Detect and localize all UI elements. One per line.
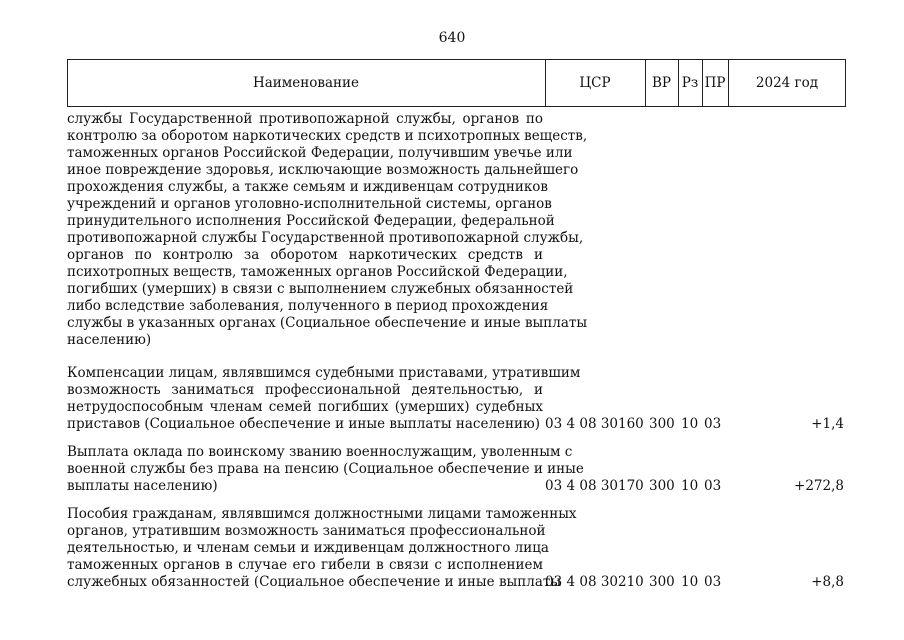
row-name-line: Выплата оклада по воинскому званию военнослужащим, уволенным с xyxy=(67,444,573,460)
row-name-line: деятельностью, и членам семьи и иждивенцам должностного лица xyxy=(67,540,549,556)
row-name-line: приставов (Социальное обеспечение и иные выплаты населению) xyxy=(67,416,541,432)
row-name-line: Компенсации лицам, являвшимся судебными приставами, утратившим xyxy=(67,365,581,381)
row-csr: 03 4 08 30160 xyxy=(545,416,644,432)
row-name-line: возможность заниматься профессиональной деятельностью, и xyxy=(67,382,543,398)
row-vr: 300 xyxy=(649,478,675,494)
row-name-line: Пособия гражданам, являвшимся должностными лицами таможенных xyxy=(67,506,577,522)
row-name-line: нетрудоспособным членам семей погибших (умерших) судебных xyxy=(67,399,543,415)
row-name-line: таможенных органов в случае его гибели в связи с исполнением xyxy=(67,557,543,573)
row-name-line: психотропных веществ, таможенных органов Российской Федерации, xyxy=(67,264,568,280)
row-name-line: противопожарной службы Государственной противопожарной службы, xyxy=(67,230,584,246)
row-value: +8,8 xyxy=(811,574,844,590)
row-name-line: либо вследствие заболевания, полученного в период прохождения xyxy=(67,298,549,314)
row-name-line: военной службы без права на пенсию (Социальное обеспечение и иные xyxy=(67,461,584,477)
row-pr: 03 xyxy=(704,574,722,590)
row-name-line: выплаты населению) xyxy=(67,478,218,494)
row-vr: 300 xyxy=(649,574,675,590)
row-name-line: службы в указанных органах (Социальное обеспечение и иные выплаты xyxy=(67,315,588,331)
row-pr: 03 xyxy=(704,478,722,494)
header-pr: ПР xyxy=(704,75,726,91)
header-rz: Рз xyxy=(681,75,699,91)
header-vr: ВР xyxy=(651,75,671,91)
row-rz: 10 xyxy=(681,478,699,494)
row-name-line: прохождения службы, а также семьям и иждивенцам сотрудников xyxy=(67,179,549,195)
row-vr: 300 xyxy=(649,416,675,432)
row-name xyxy=(67,111,588,349)
row-name-line: органов, утратившим возможность заниматься профессиональной xyxy=(67,523,546,539)
row-name-line: служебных обязанностей (Социальное обеспечение и иные выплаты xyxy=(67,574,562,590)
row-name-line: органов по контролю за оборотом наркотических средств и xyxy=(67,247,543,263)
header-year: 2024 год xyxy=(755,75,819,91)
page-number: 640 xyxy=(438,30,466,46)
row-value: +1,4 xyxy=(811,416,844,432)
row-name-line: контролю за оборотом наркотических средств и психотропных веществ, xyxy=(67,128,588,144)
row-name-line: иное повреждение здоровья, исключающие возможность дальнейшего xyxy=(67,162,579,178)
row-csr: 03 4 08 30170 xyxy=(545,478,644,494)
row-pr: 03 xyxy=(704,416,722,432)
row-csr: 03 4 08 30210 xyxy=(545,574,644,590)
row-name-line: учреждений и органов уголовно-исполнительной системы, органов xyxy=(67,196,552,212)
row-name xyxy=(67,506,577,591)
row-value: +272,8 xyxy=(794,478,844,494)
row-rz: 10 xyxy=(681,574,699,590)
row-name-line: населению) xyxy=(67,332,152,348)
row-name-line: принудительного исполнения Российской Федерации, федеральной xyxy=(67,213,555,229)
row-rz: 10 xyxy=(681,416,699,432)
row-name-line: погибших (умерших) в связи с выполнением служебных обязанностей xyxy=(67,281,574,297)
row-name xyxy=(67,365,581,433)
row-name-line: таможенных органов Российской Федерации, получившим увечье или xyxy=(67,145,573,161)
row-name xyxy=(67,444,584,495)
row-name-line: службы Государственной противопожарной службы, органов по xyxy=(67,111,543,127)
header-name: Наименование xyxy=(252,75,360,91)
header-csr: ЦСР xyxy=(579,75,611,91)
